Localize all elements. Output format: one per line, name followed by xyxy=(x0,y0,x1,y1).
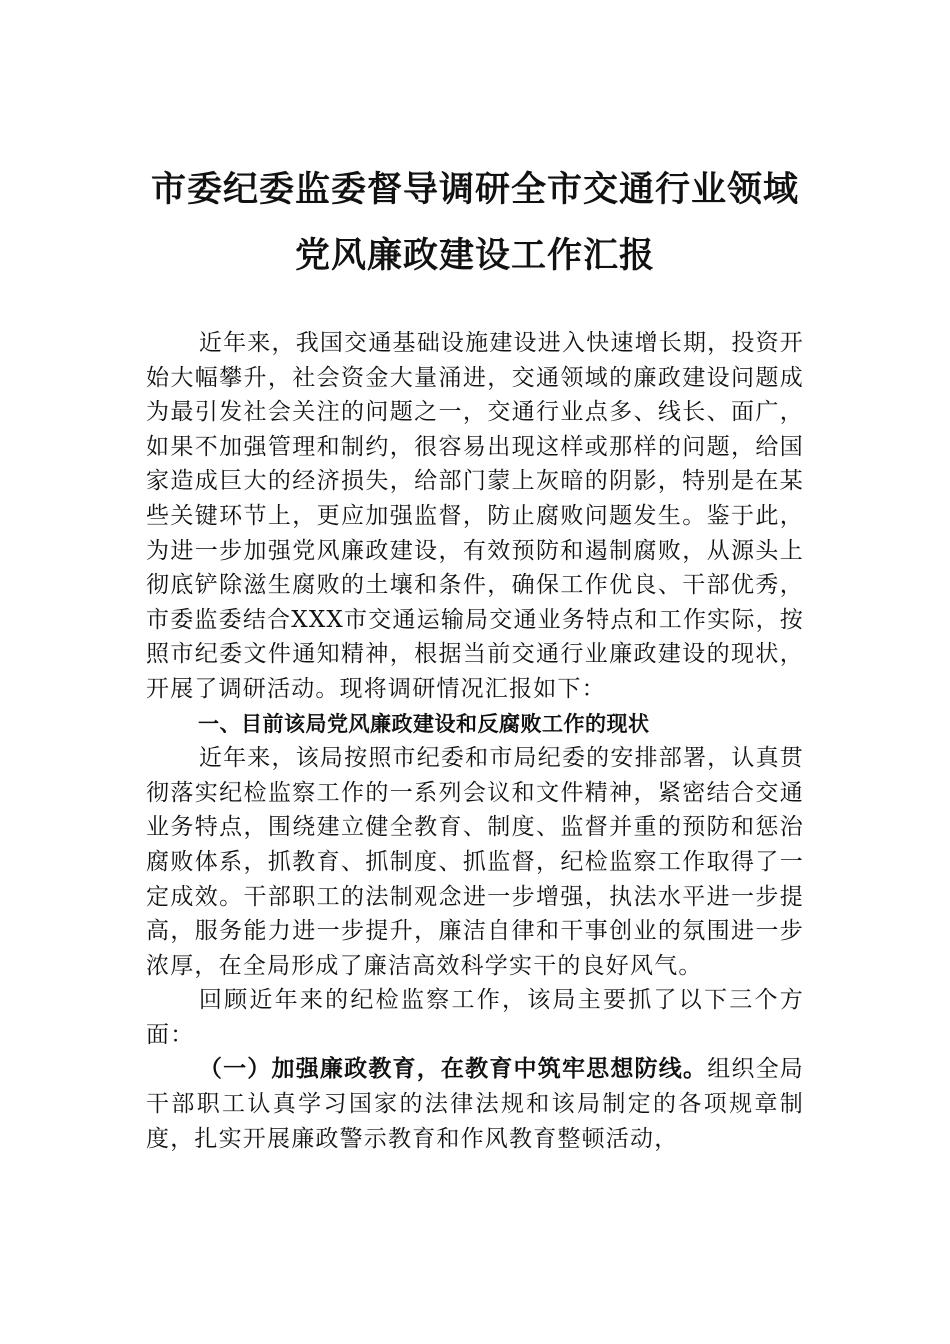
education-paragraph xyxy=(146,1052,804,1156)
status-paragraph: 近年来，该局按照市纪委和市局纪委的安排部署，认真贯彻落实纪检监察工作的一系列会议和文件精神，紧密结合交通业务特点，围绕建立健全教育、制度、监督并重的预防和惩治腐败体系，抓教育、抓制度、抓监督，纪检监察工作取得了一定成效。干部职工的法制观念进一步增强，执法水平进一步提高，服务能力进一步提升，廉洁自律和干事创业的氛围进一步浓厚，在全局形成了廉洁高效科学实干的良好风气。 xyxy=(146,745,804,979)
review-paragraph: 回顾近年来的纪检监察工作，该局主要抓了以下三个方面： xyxy=(146,987,804,1048)
section-heading-1: 一、目前该局党风廉政建设和反腐败工作的现状 xyxy=(198,711,650,736)
document-title-line1: 市委纪委监委督导调研全市交通行业领域 xyxy=(150,169,799,210)
education-lead: （一）加强廉政教育，在教育中筑牢思想防线。 xyxy=(198,1055,708,1083)
intro-paragraph: 近年来，我国交通基础设施建设进入快速增长期，投资开始大幅攀升，社会资金大量涌进，交通领域的廉政建设问题成为最引发社会关注的问题之一，交通行业点多、线长、面广，如果不加强管理和制约，很容易出现这样或那样的问题，给国家造成巨大的经济损失，给部门蒙上灰暗的阴影，特别是在某些关键环节上，更应加强监督，防止腐败问题发生。鉴于此，为进一步加强党风廉政建设，有效预防和遏制腐败，从源头上彻底铲除滋生腐败的土壤和条件，确保工作优良、干部优秀，市委监委结合XXX市交通运输局交通业务特点和工作实际，按照市纪委文件通知精神，根据当前交通行业廉政建设的现状，开展了调研活动。现将调研情况汇报如下： xyxy=(146,330,804,702)
document-title-line2: 党风廉政建设工作汇报 xyxy=(294,235,655,276)
education-text: 组织全局干部职工认真学习国家的法律法规和该局制定的各项规章制度，扎实开展廉政警示教育和作风教育整顿活动， xyxy=(146,1056,804,1152)
document-body xyxy=(146,326,804,1156)
